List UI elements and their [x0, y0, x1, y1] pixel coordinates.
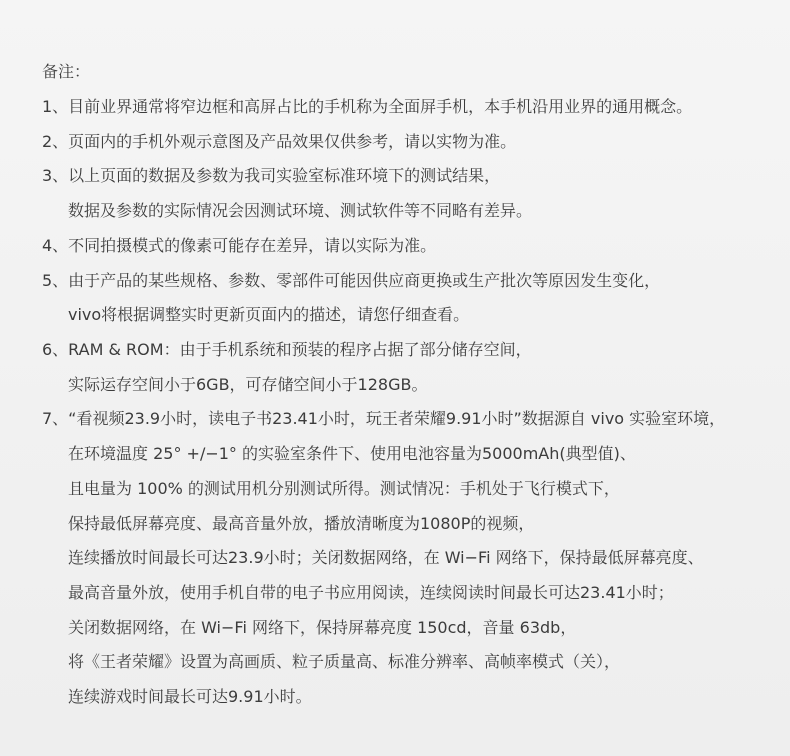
note-7-line-7: 关闭数据网络，在 Wi−Fi 网络下，保持屏幕亮度 150cd，音量 63db，: [68, 618, 577, 637]
note-7: 7、“看视频23.9小时，读电子书23.41小时，玩王者荣耀9.91小时”数据源自 vivo 实验室环境，: [42, 409, 726, 428]
note-2: 2、页面内的手机外观示意图及产品效果仅供参考，请以实物为准。: [42, 132, 517, 151]
note-7-line-8: 将《王者荣耀》设置为高画质、粒子质量高、标准分辨率、高帧率模式（关），: [68, 652, 621, 671]
note-7-line-5: 连续播放时间最长可达23.9小时；关闭数据网络，在 Wi−Fi 网络下，保持最低屏幕亮度、: [68, 548, 704, 567]
note-6: 6、RAM & ROM：由于手机系统和预装的程序占据了部分储存空间，: [42, 340, 532, 359]
note-5-continued: vivo将根据调整实时更新页面内的描述，请您仔细查看。: [68, 305, 470, 324]
note-3-continued: 数据及参数的实际情况会因测试环境、测试软件等不同略有差异。: [68, 201, 533, 220]
note-1: 1、目前业界通常将窄边框和高屏占比的手机称为全面屏手机，本手机沿用业界的通用概念。: [42, 97, 693, 116]
note-7-line-3: 且电量为 100% 的测试用机分别测试所得。测试情况：手机处于飞行模式下，: [68, 479, 620, 498]
note-3: 3、以上页面的数据及参数为我司实验室标准环境下的测试结果，: [42, 166, 501, 185]
note-7-line-2: 在环境温度 25° +/−1° 的实验室条件下、使用电池容量为5000mAh(典型值)、: [68, 444, 636, 463]
note-7-line-9: 连续游戏时间最长可达9.91小时。: [68, 687, 312, 706]
note-4: 4、不同拍摄模式的像素可能存在差异，请以实际为准。: [42, 236, 437, 255]
note-7-line-6: 最高音量外放，使用手机自带的电子书应用阅读，连续阅读时间最长可达23.41小时；: [68, 583, 674, 602]
note-6-continued: 实际运存空间小于6GB，可存储空间小于128GB。: [68, 375, 428, 394]
notes-heading: 备注：: [42, 62, 91, 81]
note-7-line-4: 保持最低屏幕亮度、最高音量外放，播放清晰度为1080P的视频，: [68, 514, 535, 533]
note-5: 5、由于产品的某些规格、参数、零部件可能因供应商更换或生产批次等原因发生变化，: [42, 271, 661, 290]
